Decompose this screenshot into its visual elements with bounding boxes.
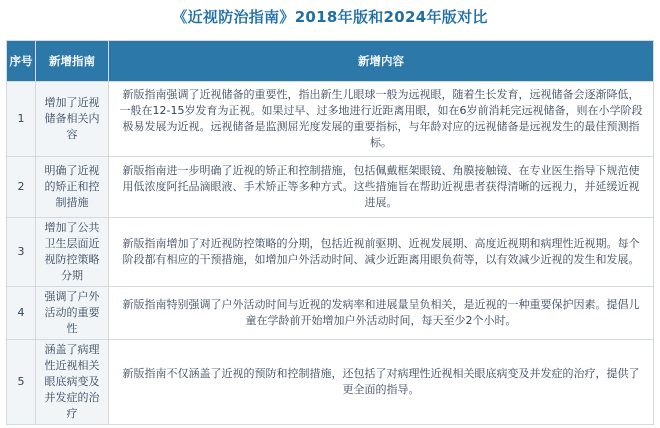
row-number: 3 xyxy=(7,218,36,287)
row-content: 新版指南进一步明确了近视的矫正和控制措施，包括佩戴框架眼镜、角膜接触镜、在专业医生指导下规范使用低浓度阿托品滴眼液、手术矫正等多种方式。这些措施旨在帮助近视患者获得清晰的远视力，并延缓近视进展。 xyxy=(109,157,654,218)
row-guide: 增加了近视储备相关内容 xyxy=(36,82,109,157)
row-number: 5 xyxy=(7,340,36,425)
header-guide: 新增指南 xyxy=(36,41,109,82)
table-row xyxy=(7,82,654,157)
comparison-table xyxy=(6,40,654,425)
row-guide: 增加了公共卫生层面近视防控策略分期 xyxy=(36,218,109,287)
header-content: 新增内容 xyxy=(109,41,654,82)
table-row xyxy=(7,287,654,340)
row-guide: 涵盖了病理性近视相关眼底病变及并发症的治疗 xyxy=(36,340,109,425)
row-content: 新版指南特别强调了户外活动时间与近视的发病率和进展量呈负相关，是近视的一种重要保护因素。提倡儿童在学龄前开始增加户外活动时间，每天至少2个小时。 xyxy=(109,287,654,340)
table-row xyxy=(7,340,654,425)
row-guide: 明确了近视的矫正和控制措施 xyxy=(36,157,109,218)
row-number: 1 xyxy=(7,82,36,157)
row-content: 新版指南不仅涵盖了近视的预防和控制措施，还包括了对病理性近视相关眼底病变及并发症的治疗，提供了更全面的指导。 xyxy=(109,340,654,425)
row-guide: 强调了户外活动的重要性 xyxy=(36,287,109,340)
row-content: 新版指南增加了对近视防控策略的分期，包括近视前驱期、近视发展期、高度近视期和病理性近视期。每个阶段都有相应的干预措施，如增加户外活动时间、减少近距离用眼负荷等，以有效减少近视的发生和发展。 xyxy=(109,218,654,287)
header-no: 序号 xyxy=(7,41,36,82)
table-row xyxy=(7,218,654,287)
row-number: 4 xyxy=(7,287,36,340)
row-content: 新版指南强调了近视储备的重要性，指出新生儿眼球一般为远视眼，随着生长发育，远视储备会逐渐降低，一般在12-15岁发育为正视。如果过早、过多地进行近距离用眼，如在6岁前消耗完远视储备，则在小学阶段极易发展为近视。远视储备是监测屈光度发展的重要指标，与年龄对应的远视储备是远视发生的最佳预测指标。 xyxy=(109,82,654,157)
page-title: 《近视防治指南》2018年版和2024年版对比 xyxy=(172,8,488,26)
table-row xyxy=(7,157,654,218)
row-number: 2 xyxy=(7,157,36,218)
table-header-row xyxy=(7,41,654,82)
